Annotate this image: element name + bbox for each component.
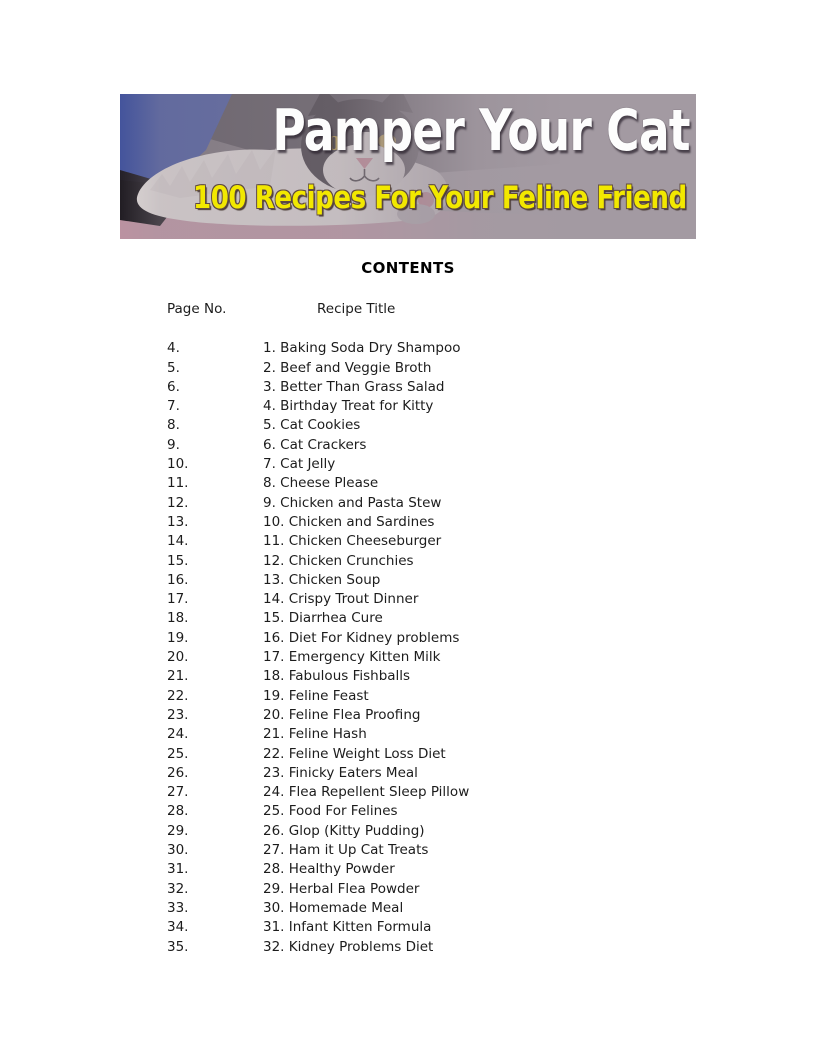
toc-entry-title: 8. Cheese Please — [263, 475, 379, 492]
toc-page-number: 30. — [167, 842, 189, 859]
toc-row — [167, 841, 469, 860]
toc-row — [167, 609, 469, 628]
toc-page-number: 24. — [167, 726, 189, 743]
banner-title: Pamper Your Cat — [272, 98, 690, 164]
toc-row — [167, 745, 469, 764]
toc-page-number: 12. — [167, 494, 189, 511]
toc-page-number: 19. — [167, 629, 189, 646]
toc-entry-title: 12. Chicken Crunchies — [263, 552, 414, 569]
toc-row — [167, 687, 469, 706]
toc-row — [167, 822, 469, 841]
toc-row — [167, 880, 469, 899]
toc-row — [167, 571, 469, 590]
toc-header-title: Recipe Title — [317, 301, 396, 317]
toc-page-number: 7. — [167, 398, 180, 415]
toc-row — [167, 918, 469, 937]
toc-row — [167, 378, 469, 397]
toc-row — [167, 590, 469, 609]
banner-subtitle: 100 Recipes For Your Feline Friend — [193, 180, 687, 216]
toc-row — [167, 494, 469, 513]
toc-spacer — [167, 319, 469, 339]
toc-page-number: 6. — [167, 378, 180, 395]
toc-entry-title: 22. Feline Weight Loss Diet — [263, 745, 446, 762]
toc-entry-title: 30. Homemade Meal — [263, 899, 404, 916]
toc-entry-title: 23. Finicky Eaters Meal — [263, 764, 418, 781]
toc-page-number: 15. — [167, 552, 189, 569]
toc-entry-title: 13. Chicken Soup — [263, 571, 381, 588]
toc-entry-title: 9. Chicken and Pasta Stew — [263, 494, 442, 511]
toc-page-number: 17. — [167, 591, 189, 608]
toc-page-number: 20. — [167, 649, 189, 666]
toc-row — [167, 783, 469, 802]
toc-entry-title: 14. Crispy Trout Dinner — [263, 591, 419, 608]
toc-entry-title: 2. Beef and Veggie Broth — [263, 359, 432, 376]
toc-entry-title: 19. Feline Feast — [263, 687, 369, 704]
toc-row — [167, 436, 469, 455]
toc-row — [167, 532, 469, 551]
toc-entry-title: 20. Feline Flea Proofing — [263, 706, 421, 723]
toc-entry-title: 3. Better Than Grass Salad — [263, 378, 445, 395]
toc-entry-title: 16. Diet For Kidney problems — [263, 629, 460, 646]
toc-entry-title: 31. Infant Kitten Formula — [263, 919, 432, 936]
toc-page-number: 5. — [167, 359, 180, 376]
toc-entry-title: 1. Baking Soda Dry Shampoo — [263, 340, 461, 357]
toc-page-number: 21. — [167, 668, 189, 685]
toc-entry-title: 27. Ham it Up Cat Treats — [263, 842, 429, 859]
toc-row — [167, 455, 469, 474]
toc-entry-title: 17. Emergency Kitten Milk — [263, 649, 441, 666]
toc-entry-title: 10. Chicken and Sardines — [263, 513, 435, 530]
toc-entry-title: 7. Cat Jelly — [263, 456, 336, 473]
toc-entry-title: 26. Glop (Kitty Pudding) — [263, 822, 425, 839]
toc-row — [167, 648, 469, 667]
toc-page-number: 26. — [167, 764, 189, 781]
toc-entry-title: 5. Cat Cookies — [263, 417, 361, 434]
toc-page-number: 4. — [167, 340, 180, 357]
toc-row — [167, 397, 469, 416]
toc-row — [167, 860, 469, 879]
toc-entry-title: 24. Flea Repellent Sleep Pillow — [263, 784, 470, 801]
toc-page-number: 22. — [167, 687, 189, 704]
toc-entry-title: 4. Birthday Treat for Kitty — [263, 398, 434, 415]
toc-header-row — [167, 300, 469, 319]
toc-row — [167, 764, 469, 783]
toc-page-number: 14. — [167, 533, 189, 550]
toc-rows — [167, 339, 469, 957]
toc-entry-title: 21. Feline Hash — [263, 726, 367, 743]
toc-page-number: 27. — [167, 784, 189, 801]
toc-entry-title: 15. Diarrhea Cure — [263, 610, 383, 627]
toc-row — [167, 339, 469, 358]
toc-entry-title: 28. Healthy Powder — [263, 861, 395, 878]
toc-page-number: 33. — [167, 899, 189, 916]
toc-row — [167, 938, 469, 957]
toc-entry-title: 11. Chicken Cheeseburger — [263, 533, 442, 550]
toc-row — [167, 802, 469, 821]
table-of-contents — [167, 300, 469, 957]
toc-row — [167, 359, 469, 378]
toc-row — [167, 513, 469, 532]
toc-entry-title: 6. Cat Crackers — [263, 436, 367, 453]
toc-entry-title: 18. Fabulous Fishballs — [263, 668, 411, 685]
toc-page-number: 31. — [167, 861, 189, 878]
toc-entry-title: 32. Kidney Problems Diet — [263, 938, 434, 955]
toc-page-number: 34. — [167, 919, 189, 936]
toc-row — [167, 416, 469, 435]
toc-row — [167, 725, 469, 744]
contents-heading: CONTENTS — [361, 259, 455, 277]
toc-page-number: 8. — [167, 417, 180, 434]
toc-entry-title: 29. Herbal Flea Powder — [263, 880, 420, 897]
toc-page-number: 18. — [167, 610, 189, 627]
toc-page-number: 23. — [167, 706, 189, 723]
toc-entry-title: 25. Food For Felines — [263, 803, 398, 820]
toc-page-number: 35. — [167, 938, 189, 955]
toc-page-number: 29. — [167, 822, 189, 839]
toc-page-number: 28. — [167, 803, 189, 820]
toc-page-number: 11. — [167, 475, 189, 492]
toc-page-number: 10. — [167, 456, 189, 473]
toc-row — [167, 552, 469, 571]
toc-row — [167, 629, 469, 648]
banner-image — [120, 94, 696, 239]
toc-page-number: 13. — [167, 513, 189, 530]
toc-page-number: 9. — [167, 436, 180, 453]
toc-row — [167, 899, 469, 918]
toc-page-number: 32. — [167, 880, 189, 897]
toc-row — [167, 474, 469, 493]
toc-row — [167, 706, 469, 725]
toc-row — [167, 667, 469, 686]
toc-page-number: 16. — [167, 571, 189, 588]
toc-page-number: 25. — [167, 745, 189, 762]
toc-header-page: Page No. — [167, 301, 227, 317]
